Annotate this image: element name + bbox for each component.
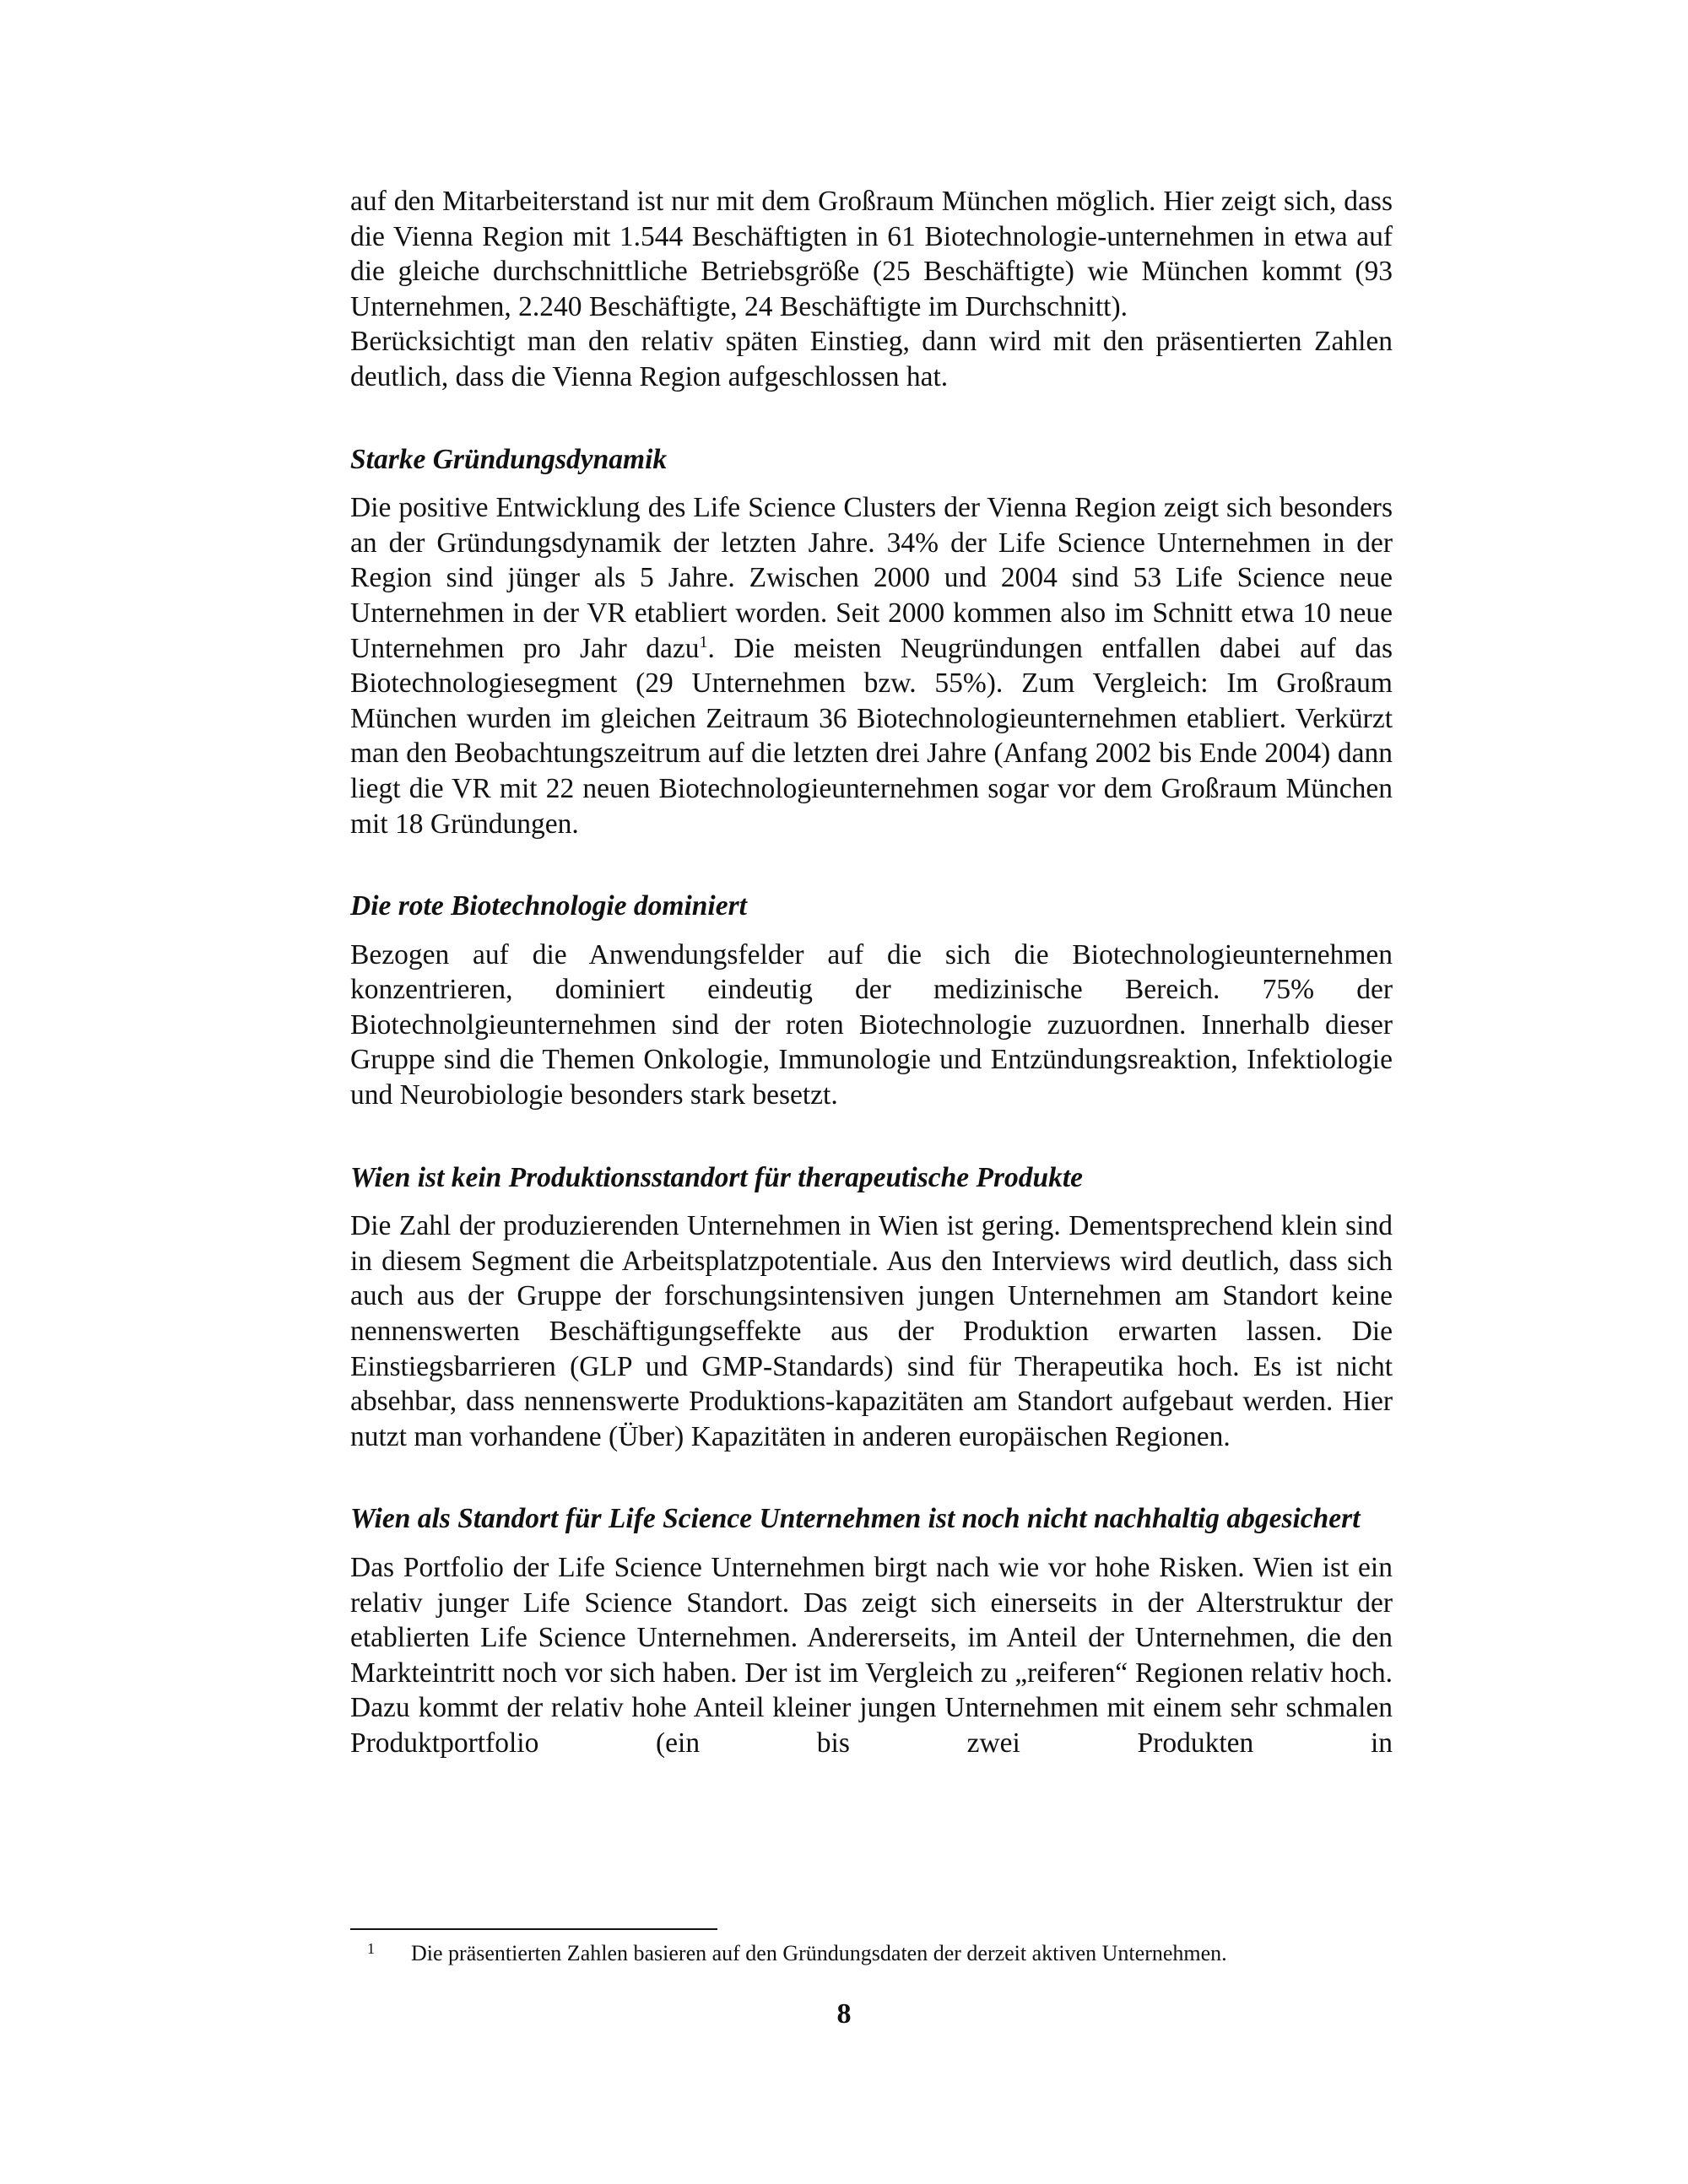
section-heading-produktionsstandort: Wien ist kein Produktionsstandort für therapeutische Produkte [350, 1161, 1084, 1193]
intro-paragraph-2: Berücksichtigt man den relativ späten Einstieg, dann wird mit den präsentierten Zahlen deutlich, dass die Vienna Region aufgeschlossen hat. [350, 326, 1393, 392]
page-number: 8 [836, 1998, 852, 2030]
section-heading-standort-abgesichert: Wien als Standort für Life Science Unternehmen ist noch nicht nachhaltig abgesichert [350, 1503, 1361, 1535]
section-paragraph-rote-biotechnologie: Bezogen auf die Anwendungsfelder auf die sich die Biotechnologieunternehmen konzentrieren, dominiert eindeutig der medizinische Bereich. 75% der Biotechnolgieunternehmen sind der roten Biotechnologie zuzuordnen. Innerhalb dieser Gruppe sind die Themen Onkologie, Immunologie und Entzündungsreaktion, Infektiologie und Neurobiologie besonders stark besetzt. [350, 938, 1393, 1111]
footnote-separator [350, 1928, 717, 1930]
intro-paragraph-1: auf den Mitarbeiterstand ist nur mit dem Großraum München möglich. Hier zeigt sich, dass die Vienna Region mit 1.544 Beschäftigten in 61 Biotechnologie-unternehmen in etwa auf die gleiche durchschnittliche Betriebsgröße (25 Beschäftigte) wie München kommt (93 Unternehmen, 2.240 Beschäftigte, 24 Beschäftigte im Durchschnitt). [350, 186, 1393, 322]
footnote-text: Die präsentierten Zahlen basieren auf den Gründungsdaten der derzeit aktiven Unternehmen. [411, 1941, 1227, 1965]
document-body [350, 184, 1393, 1761]
section-heading-rote-biotechnologie: Die rote Biotechnologie dominiert [350, 890, 747, 922]
section-paragraph-gruendungsdynamik [350, 490, 1393, 841]
paragraph-text-part-1: Die positive Entwicklung des Life Science Clusters der Vienna Region zeigt sich besonders an der Gründungsdynamik der letzten Jahre. 34% der Life Science Unternehmen in der Region sind jünger als 5 Jahre. Zwischen 2000 und 2004 sind 53 Life Science neue Unternehmen in der VR etabliert worden. Seit 2000 kommen also im Schnitt etwa 10 neue Unternehmen pro Jahr dazu [350, 492, 1393, 664]
section-paragraph-standort-abgesichert: Das Portfolio der Life Science Unternehmen birgt nach wie vor hohe Risken. Wien ist ein relativ junger Life Science Standort. Das zeigt sich einerseits in der Alterstruktur der etablierten Life Science Unternehmen. Andererseits, im Anteil der Unternehmen, die den Markteintritt noch vor sich haben. Der ist im Vergleich zu „reiferen“ Regionen relativ hoch. Dazu kommt der relativ hohe Anteil kleiner jungen Unternehmen mit einem sehr schmalen Produktportfolio (ein bis zwei Produkten in [350, 1552, 1393, 1759]
section-heading-gruendungsdynamik: Starke Gründungsdynamik [350, 443, 668, 475]
footnote-number: 1 [367, 1940, 375, 1957]
footnote-reference[interactable]: 1 [699, 632, 708, 651]
paragraph-text-part-2: . Die meisten Neugründungen entfallen dabei auf das Biotechnologiesegment (29 Unternehmen bzw. 55%). Zum Vergleich: Im Großraum München wurden im gleichen Zeitraum 36 Biotechnologieunternehmen etabliert. Verkürzt man den Beobachtungszeitrum auf die letzten drei Jahre (Anfang 2002 bis Ende 2004) dann liegt die VR mit 22 neuen Biotechnologieunternehmen sogar vor dem Großraum München mit 18 Gründungen. [350, 632, 1393, 840]
section-paragraph-produktionsstandort: Die Zahl der produzierenden Unternehmen in Wien ist gering. Dementsprechend klein sind in diesem Segment die Arbeitsplatzpotentiale. Aus den Interviews wird deutlich, dass sich auch aus der Gruppe der forschungsintensiven jungen Unternehmen am Standort keine nennenswerten Beschäftigungseffekte aus der Produktion erwarten lassen. Die Einstiegsbarrieren (GLP und GMP-Standards) sind für Therapeutika hoch. Es ist nicht absehbar, dass nennenswerte Produktions-kapazitäten am Standort aufgebaut werden. Hier nutzt man vorhandene (Über) Kapazitäten in anderen europäischen Regionen. [350, 1210, 1393, 1452]
